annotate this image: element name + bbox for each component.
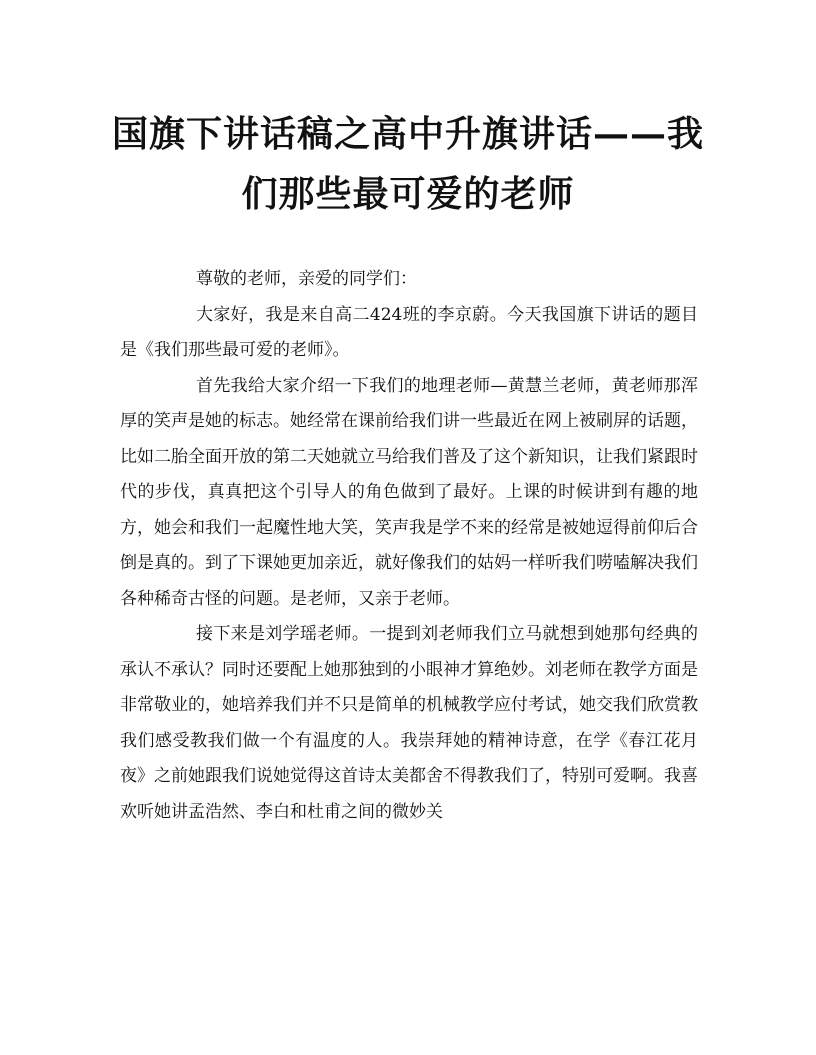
document-title-line-1: 国旗下讲话稿之高中升旗讲话——我: [111, 113, 704, 155]
document-body: [120, 262, 698, 830]
chinese-teacher-paragraph: 接下来是刘学瑶老师。一提到刘老师我们立马就想到她那句经典的承认不承认？同时还要配上她那独到的小眼神才算绝妙。刘老师在教学方面是非常敬业的，她培养我们并不只是简单的机械教学应付考试，她交我们欣赏教我们感受教我们做一个有温度的人。我崇拜她的精神诗意，在学《春江花月夜》之前她跟我们说她觉得这首诗太美都舍不得教我们了，特别可爱啊。我喜欢听她讲孟浩然、李白和杜甫之间的微妙关: [120, 624, 698, 822]
intro-paragraph: 大家好，我是来自高二424班的李京蔚。今天我国旗下讲话的题目是《我们那些最可爱的老师》。: [120, 304, 698, 360]
geography-teacher-paragraph: 首先我给大家介绍一下我们的地理老师—黄慧兰老师，黄老师那浑厚的笑声是她的标志。她经常在课前给我们讲一些最近在网上被刷屏的话题，比如二胎全面开放的第二天她就立马给我们普及了这个新知识，让我们紧跟时代的步伐，真真把这个引导人的角色做到了最好。上课的时候讲到有趣的地方，她会和我们一起魔性地大笑，笑声我是学不来的经常是被她逗得前仰后合倒是真的。到了下课她更加亲近，就好像我们的姑妈一样听我们唠嗑解决我们各种稀奇古怪的问题。是老师，又亲于老师。: [120, 375, 698, 609]
document-title-line-2: 们那些最可爱的老师: [241, 173, 575, 215]
greeting-paragraph: 尊敬的老师，亲爱的同学们：: [196, 269, 417, 289]
